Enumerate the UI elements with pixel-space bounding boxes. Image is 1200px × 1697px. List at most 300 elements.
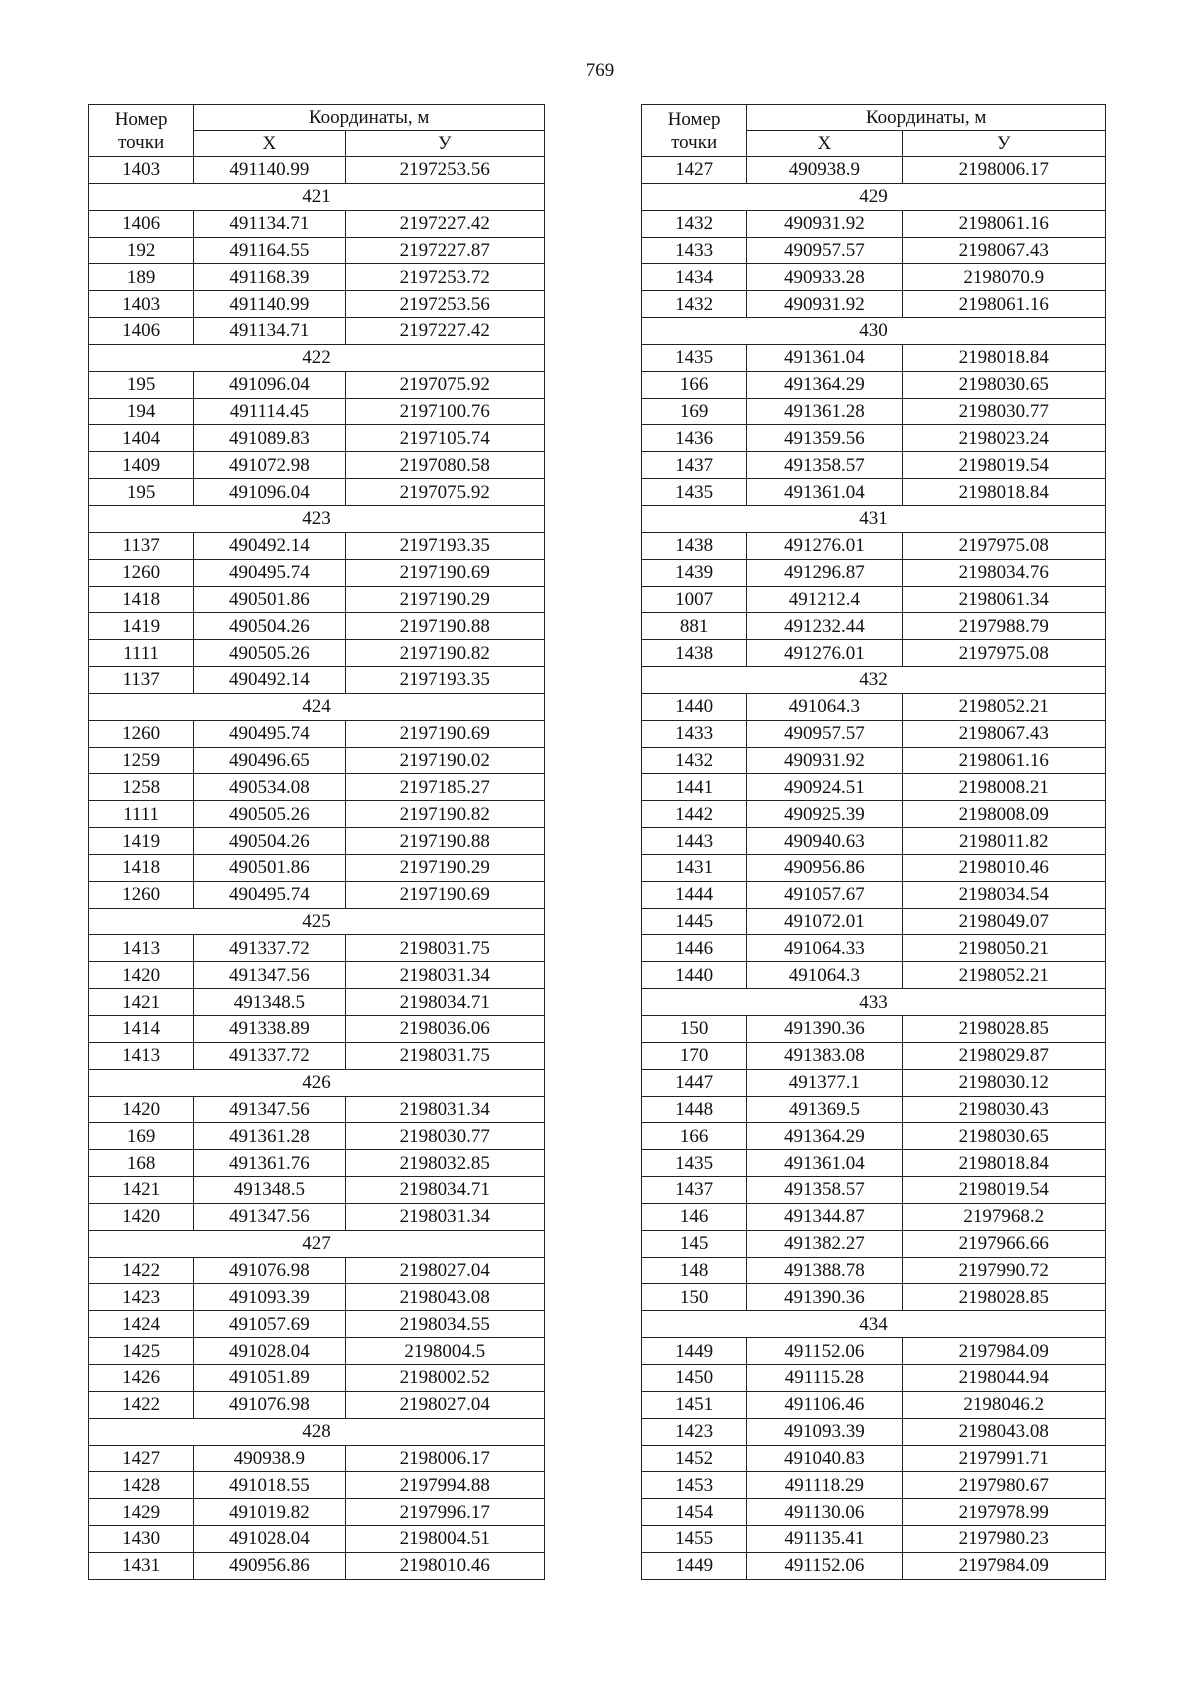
point-number-cell: 194: [89, 398, 194, 425]
table-row: [89, 1472, 545, 1499]
x-cell: 490931.92: [747, 747, 902, 774]
x-cell: 491358.57: [747, 1177, 902, 1204]
x-cell: 491348.5: [194, 1177, 345, 1204]
point-number-cell: 1428: [89, 1472, 194, 1499]
table-row: [89, 532, 545, 559]
y-cell: 2197253.56: [345, 157, 544, 184]
y-cell: 2197978.99: [902, 1499, 1105, 1526]
group-header-row: [89, 344, 545, 371]
point-number-cell: 1435: [642, 344, 747, 371]
x-cell: 490940.63: [747, 828, 902, 855]
y-cell: 2198061.16: [902, 747, 1105, 774]
x-cell: 491072.98: [194, 452, 345, 479]
y-cell: 2197980.67: [902, 1472, 1105, 1499]
table-row: [89, 1042, 545, 1069]
point-number-cell: 1440: [642, 962, 747, 989]
y-cell: 2198061.16: [902, 291, 1105, 318]
header-point-number: Номер точки: [89, 105, 194, 157]
y-cell: 2198070.9: [902, 264, 1105, 291]
table-row: [642, 1338, 1106, 1365]
table-row: [89, 962, 545, 989]
x-cell: 491114.45: [194, 398, 345, 425]
table-row: [642, 479, 1106, 506]
x-cell: 491377.1: [747, 1069, 902, 1096]
y-cell: 2197253.72: [345, 264, 544, 291]
x-cell: 491152.06: [747, 1338, 902, 1365]
table-row: [642, 1123, 1106, 1150]
x-cell: 491057.69: [194, 1311, 345, 1338]
x-cell: 491347.56: [194, 962, 345, 989]
y-cell: 2198030.65: [902, 371, 1105, 398]
x-cell: 490933.28: [747, 264, 902, 291]
table-row: [642, 1230, 1106, 1257]
table-row: [89, 586, 545, 613]
x-cell: 490938.9: [194, 1445, 345, 1472]
x-cell: 491096.04: [194, 371, 345, 398]
point-number-cell: 1413: [89, 1042, 194, 1069]
point-number-cell: 1431: [89, 1552, 194, 1579]
y-cell: 2198004.51: [345, 1526, 544, 1553]
point-number-cell: 1422: [89, 1257, 194, 1284]
point-number-cell: 1440: [642, 693, 747, 720]
group-label: 432: [642, 667, 1106, 694]
y-cell: 2197190.02: [345, 747, 544, 774]
y-cell: 2197996.17: [345, 1499, 544, 1526]
y-cell: 2198018.84: [902, 1150, 1105, 1177]
group-header-row: [642, 1311, 1106, 1338]
point-number-cell: 1445: [642, 908, 747, 935]
page-number: 769: [585, 60, 615, 81]
x-cell: 491361.04: [747, 1150, 902, 1177]
point-number-cell: 169: [89, 1123, 194, 1150]
y-cell: 2197190.69: [345, 720, 544, 747]
x-cell: 491093.39: [194, 1284, 345, 1311]
point-number-cell: 1137: [89, 532, 194, 559]
table-row: [642, 1042, 1106, 1069]
table-row: [642, 532, 1106, 559]
group-label: 423: [89, 505, 545, 532]
coordinates-table-right: [641, 104, 1106, 1580]
table-body: [642, 157, 1106, 1580]
y-cell: 2198030.12: [902, 1069, 1105, 1096]
table-row: [642, 1472, 1106, 1499]
point-number-cell: 1414: [89, 1016, 194, 1043]
x-cell: 490504.26: [194, 613, 345, 640]
table-row: [642, 157, 1106, 184]
x-cell: 491359.56: [747, 425, 902, 452]
table-row: [89, 425, 545, 452]
y-cell: 2198031.75: [345, 1042, 544, 1069]
table-row: [642, 1526, 1106, 1553]
table-row: [642, 693, 1106, 720]
table-row: [642, 1391, 1106, 1418]
y-cell: 2198052.21: [902, 693, 1105, 720]
point-number-cell: 1137: [89, 667, 194, 694]
table-row: [89, 747, 545, 774]
group-header-row: [642, 667, 1106, 694]
x-cell: 491140.99: [194, 291, 345, 318]
table-row: [642, 425, 1106, 452]
point-number-cell: 1418: [89, 586, 194, 613]
group-header-row: [89, 1230, 545, 1257]
point-number-cell: 1449: [642, 1338, 747, 1365]
y-cell: 2198061.16: [902, 210, 1105, 237]
point-number-cell: 166: [642, 1123, 747, 1150]
x-cell: 490501.86: [194, 586, 345, 613]
table-row: [642, 1096, 1106, 1123]
y-cell: 2197190.82: [345, 640, 544, 667]
x-cell: 491232.44: [747, 613, 902, 640]
point-number-cell: 1419: [89, 613, 194, 640]
point-number-cell: 1437: [642, 1177, 747, 1204]
table-row: [89, 1203, 545, 1230]
table-row: [642, 1284, 1106, 1311]
header-coordinates: Координаты, м: [747, 105, 1106, 131]
y-cell: 2198030.65: [902, 1123, 1105, 1150]
x-cell: 491364.29: [747, 1123, 902, 1150]
x-cell: 491051.89: [194, 1364, 345, 1391]
y-cell: 2198011.82: [902, 828, 1105, 855]
table-row: [642, 908, 1106, 935]
x-cell: 490938.9: [747, 157, 902, 184]
table-row: [642, 828, 1106, 855]
y-cell: 2198052.21: [902, 962, 1105, 989]
y-cell: 2198034.54: [902, 881, 1105, 908]
x-cell: 491361.28: [194, 1123, 345, 1150]
y-cell: 2198036.06: [345, 1016, 544, 1043]
y-cell: 2198046.2: [902, 1391, 1105, 1418]
table-row: [89, 1177, 545, 1204]
table-row: [89, 452, 545, 479]
table-row: [89, 1445, 545, 1472]
table-row: [89, 479, 545, 506]
y-cell: 2197100.76: [345, 398, 544, 425]
y-cell: 2197190.29: [345, 854, 544, 881]
y-cell: 2197994.88: [345, 1472, 544, 1499]
y-cell: 2197968.2: [902, 1203, 1105, 1230]
x-cell: 490956.86: [747, 854, 902, 881]
header-x: X: [194, 131, 345, 157]
table-row: [642, 881, 1106, 908]
y-cell: 2197227.42: [345, 210, 544, 237]
table-row: [89, 1338, 545, 1365]
group-label: 422: [89, 344, 545, 371]
x-cell: 491390.36: [747, 1284, 902, 1311]
group-label: 433: [642, 989, 1106, 1016]
group-header-row: [642, 989, 1106, 1016]
x-cell: 490931.92: [747, 291, 902, 318]
group-header-row: [89, 505, 545, 532]
point-number-cell: 1426: [89, 1364, 194, 1391]
header-y: У: [902, 131, 1105, 157]
point-number-cell: 1260: [89, 720, 194, 747]
point-number-cell: 166: [642, 371, 747, 398]
point-number-cell: 1423: [89, 1284, 194, 1311]
x-cell: 491348.5: [194, 989, 345, 1016]
point-number-cell: 1260: [89, 559, 194, 586]
x-cell: 490505.26: [194, 801, 345, 828]
x-cell: 491072.01: [747, 908, 902, 935]
x-cell: 491040.83: [747, 1445, 902, 1472]
x-cell: 491276.01: [747, 640, 902, 667]
table-row: [642, 747, 1106, 774]
table-row: [89, 935, 545, 962]
y-cell: 2197190.69: [345, 559, 544, 586]
y-cell: 2198006.17: [345, 1445, 544, 1472]
table-row: [89, 828, 545, 855]
y-cell: 2198019.54: [902, 452, 1105, 479]
point-number-cell: 1439: [642, 559, 747, 586]
point-number-cell: 1454: [642, 1499, 747, 1526]
point-number-cell: 189: [89, 264, 194, 291]
table-row: [89, 157, 545, 184]
x-cell: 491135.41: [747, 1526, 902, 1553]
y-cell: 2198034.71: [345, 1177, 544, 1204]
table-row: [642, 613, 1106, 640]
point-number-cell: 1450: [642, 1364, 747, 1391]
y-cell: 2198044.94: [902, 1364, 1105, 1391]
table-row: [89, 720, 545, 747]
table-row: [89, 1311, 545, 1338]
x-cell: 491361.76: [194, 1150, 345, 1177]
x-cell: 491168.39: [194, 264, 345, 291]
x-cell: 490957.57: [747, 720, 902, 747]
y-cell: 2198049.07: [902, 908, 1105, 935]
group-header-row: [89, 183, 545, 210]
table-row: [642, 801, 1106, 828]
y-cell: 2197991.71: [902, 1445, 1105, 1472]
y-cell: 2197075.92: [345, 371, 544, 398]
point-number-cell: 1419: [89, 828, 194, 855]
x-cell: 491096.04: [194, 479, 345, 506]
point-number-cell: 1423: [642, 1418, 747, 1445]
table-row: [642, 1203, 1106, 1230]
point-number-cell: 1427: [642, 157, 747, 184]
y-cell: 2197190.88: [345, 613, 544, 640]
y-cell: 2197193.35: [345, 667, 544, 694]
point-number-cell: 1424: [89, 1311, 194, 1338]
table-row: [642, 237, 1106, 264]
y-cell: 2198043.08: [902, 1418, 1105, 1445]
y-cell: 2197227.42: [345, 318, 544, 345]
table-row: [89, 1257, 545, 1284]
y-cell: 2198034.71: [345, 989, 544, 1016]
x-cell: 490956.86: [194, 1552, 345, 1579]
point-number-cell: 1403: [89, 157, 194, 184]
point-number-cell: 1111: [89, 801, 194, 828]
point-number-cell: 881: [642, 613, 747, 640]
table-row: [642, 452, 1106, 479]
y-cell: 2198029.87: [902, 1042, 1105, 1069]
y-cell: 2197984.09: [902, 1338, 1105, 1365]
point-number-cell: 1403: [89, 291, 194, 318]
header-y: У: [345, 131, 544, 157]
y-cell: 2198028.85: [902, 1016, 1105, 1043]
y-cell: 2198050.21: [902, 935, 1105, 962]
x-cell: 491028.04: [194, 1526, 345, 1553]
y-cell: 2198023.24: [902, 425, 1105, 452]
table-row: [89, 1526, 545, 1553]
y-cell: 2197990.72: [902, 1257, 1105, 1284]
table-row: [89, 1499, 545, 1526]
point-number-cell: 1452: [642, 1445, 747, 1472]
point-number-cell: 1258: [89, 774, 194, 801]
x-cell: 491212.4: [747, 586, 902, 613]
point-number-cell: 150: [642, 1016, 747, 1043]
x-cell: 490504.26: [194, 828, 345, 855]
point-number-cell: 1409: [89, 452, 194, 479]
point-number-cell: 1449: [642, 1552, 747, 1579]
table-row: [642, 1177, 1106, 1204]
table-row: [642, 1016, 1106, 1043]
group-label: 429: [642, 183, 1106, 210]
x-cell: 491164.55: [194, 237, 345, 264]
point-number-cell: 1432: [642, 747, 747, 774]
coordinates-table-left: [88, 104, 545, 1580]
point-number-cell: 1259: [89, 747, 194, 774]
y-cell: 2198010.46: [345, 1552, 544, 1579]
x-cell: 491358.57: [747, 452, 902, 479]
x-cell: 491018.55: [194, 1472, 345, 1499]
point-number-cell: 1432: [642, 210, 747, 237]
point-number-cell: 1434: [642, 264, 747, 291]
y-cell: 2198061.34: [902, 586, 1105, 613]
y-cell: 2197190.29: [345, 586, 544, 613]
table-row: [642, 1418, 1106, 1445]
group-header-row: [642, 183, 1106, 210]
point-number-cell: 1442: [642, 801, 747, 828]
y-cell: 2198031.34: [345, 962, 544, 989]
x-cell: 490925.39: [747, 801, 902, 828]
x-cell: 491361.04: [747, 479, 902, 506]
y-cell: 2197075.92: [345, 479, 544, 506]
y-cell: 2198006.17: [902, 157, 1105, 184]
table-row: [89, 881, 545, 908]
y-cell: 2197253.56: [345, 291, 544, 318]
point-number-cell: 169: [642, 398, 747, 425]
table-row: [89, 291, 545, 318]
x-cell: 491057.67: [747, 881, 902, 908]
table-row: [642, 935, 1106, 962]
x-cell: 490495.74: [194, 720, 345, 747]
point-number-cell: 192: [89, 237, 194, 264]
point-number-cell: 1433: [642, 237, 747, 264]
table-row: [642, 1257, 1106, 1284]
table-body: [89, 157, 545, 1580]
point-number-cell: 170: [642, 1042, 747, 1069]
y-cell: 2198031.34: [345, 1203, 544, 1230]
point-number-cell: 1260: [89, 881, 194, 908]
y-cell: 2197185.27: [345, 774, 544, 801]
x-cell: 491361.28: [747, 398, 902, 425]
point-number-cell: 150: [642, 1284, 747, 1311]
x-cell: 490505.26: [194, 640, 345, 667]
y-cell: 2197190.69: [345, 881, 544, 908]
y-cell: 2198067.43: [902, 237, 1105, 264]
table-row: [642, 559, 1106, 586]
table-row: [89, 1096, 545, 1123]
point-number-cell: 1441: [642, 774, 747, 801]
x-cell: 490492.14: [194, 532, 345, 559]
table-row: [89, 1150, 545, 1177]
x-cell: 491390.36: [747, 1016, 902, 1043]
header-point-number: Номер точки: [642, 105, 747, 157]
point-number-cell: 1418: [89, 854, 194, 881]
point-number-cell: 1451: [642, 1391, 747, 1418]
group-header-row: [89, 693, 545, 720]
table-row: [642, 1552, 1106, 1579]
point-number-cell: 1421: [89, 1177, 194, 1204]
x-cell: 491369.5: [747, 1096, 902, 1123]
y-cell: 2198018.84: [902, 344, 1105, 371]
y-cell: 2198002.52: [345, 1364, 544, 1391]
point-number-cell: 168: [89, 1150, 194, 1177]
group-label: 426: [89, 1069, 545, 1096]
y-cell: 2198034.76: [902, 559, 1105, 586]
point-number-cell: 1007: [642, 586, 747, 613]
y-cell: 2198031.34: [345, 1096, 544, 1123]
point-number-cell: 1448: [642, 1096, 747, 1123]
point-number-cell: 1111: [89, 640, 194, 667]
point-number-cell: 1421: [89, 989, 194, 1016]
y-cell: 2198043.08: [345, 1284, 544, 1311]
point-number-cell: 1406: [89, 210, 194, 237]
x-cell: 490924.51: [747, 774, 902, 801]
group-header-row: [89, 1069, 545, 1096]
table-row: [642, 1150, 1106, 1177]
point-number-cell: 1435: [642, 1150, 747, 1177]
x-cell: 491383.08: [747, 1042, 902, 1069]
table-row: [642, 398, 1106, 425]
y-cell: 2197227.87: [345, 237, 544, 264]
point-number-cell: 1443: [642, 828, 747, 855]
point-number-cell: 1413: [89, 935, 194, 962]
point-number-cell: 1453: [642, 1472, 747, 1499]
y-cell: 2197984.09: [902, 1552, 1105, 1579]
y-cell: 2197190.82: [345, 801, 544, 828]
x-cell: 491028.04: [194, 1338, 345, 1365]
y-cell: 2197975.08: [902, 640, 1105, 667]
table-row: [642, 210, 1106, 237]
point-number-cell: 1404: [89, 425, 194, 452]
y-cell: 2198030.43: [902, 1096, 1105, 1123]
y-cell: 2197105.74: [345, 425, 544, 452]
y-cell: 2198030.77: [345, 1123, 544, 1150]
y-cell: 2198067.43: [902, 720, 1105, 747]
x-cell: 491140.99: [194, 157, 345, 184]
point-number-cell: 195: [89, 371, 194, 398]
x-cell: 491344.87: [747, 1203, 902, 1230]
x-cell: 490495.74: [194, 559, 345, 586]
y-cell: 2198027.04: [345, 1257, 544, 1284]
table-row: [642, 344, 1106, 371]
point-number-cell: 145: [642, 1230, 747, 1257]
y-cell: 2197080.58: [345, 452, 544, 479]
x-cell: 490534.08: [194, 774, 345, 801]
x-cell: 491338.89: [194, 1016, 345, 1043]
point-number-cell: 1433: [642, 720, 747, 747]
table-row: [89, 989, 545, 1016]
x-cell: 491337.72: [194, 935, 345, 962]
y-cell: 2197193.35: [345, 532, 544, 559]
table-row: [89, 559, 545, 586]
y-cell: 2198019.54: [902, 1177, 1105, 1204]
header-x: X: [747, 131, 902, 157]
table-row: [89, 640, 545, 667]
x-cell: 491064.33: [747, 935, 902, 962]
group-header-row: [89, 1418, 545, 1445]
point-number-cell: 1420: [89, 1203, 194, 1230]
